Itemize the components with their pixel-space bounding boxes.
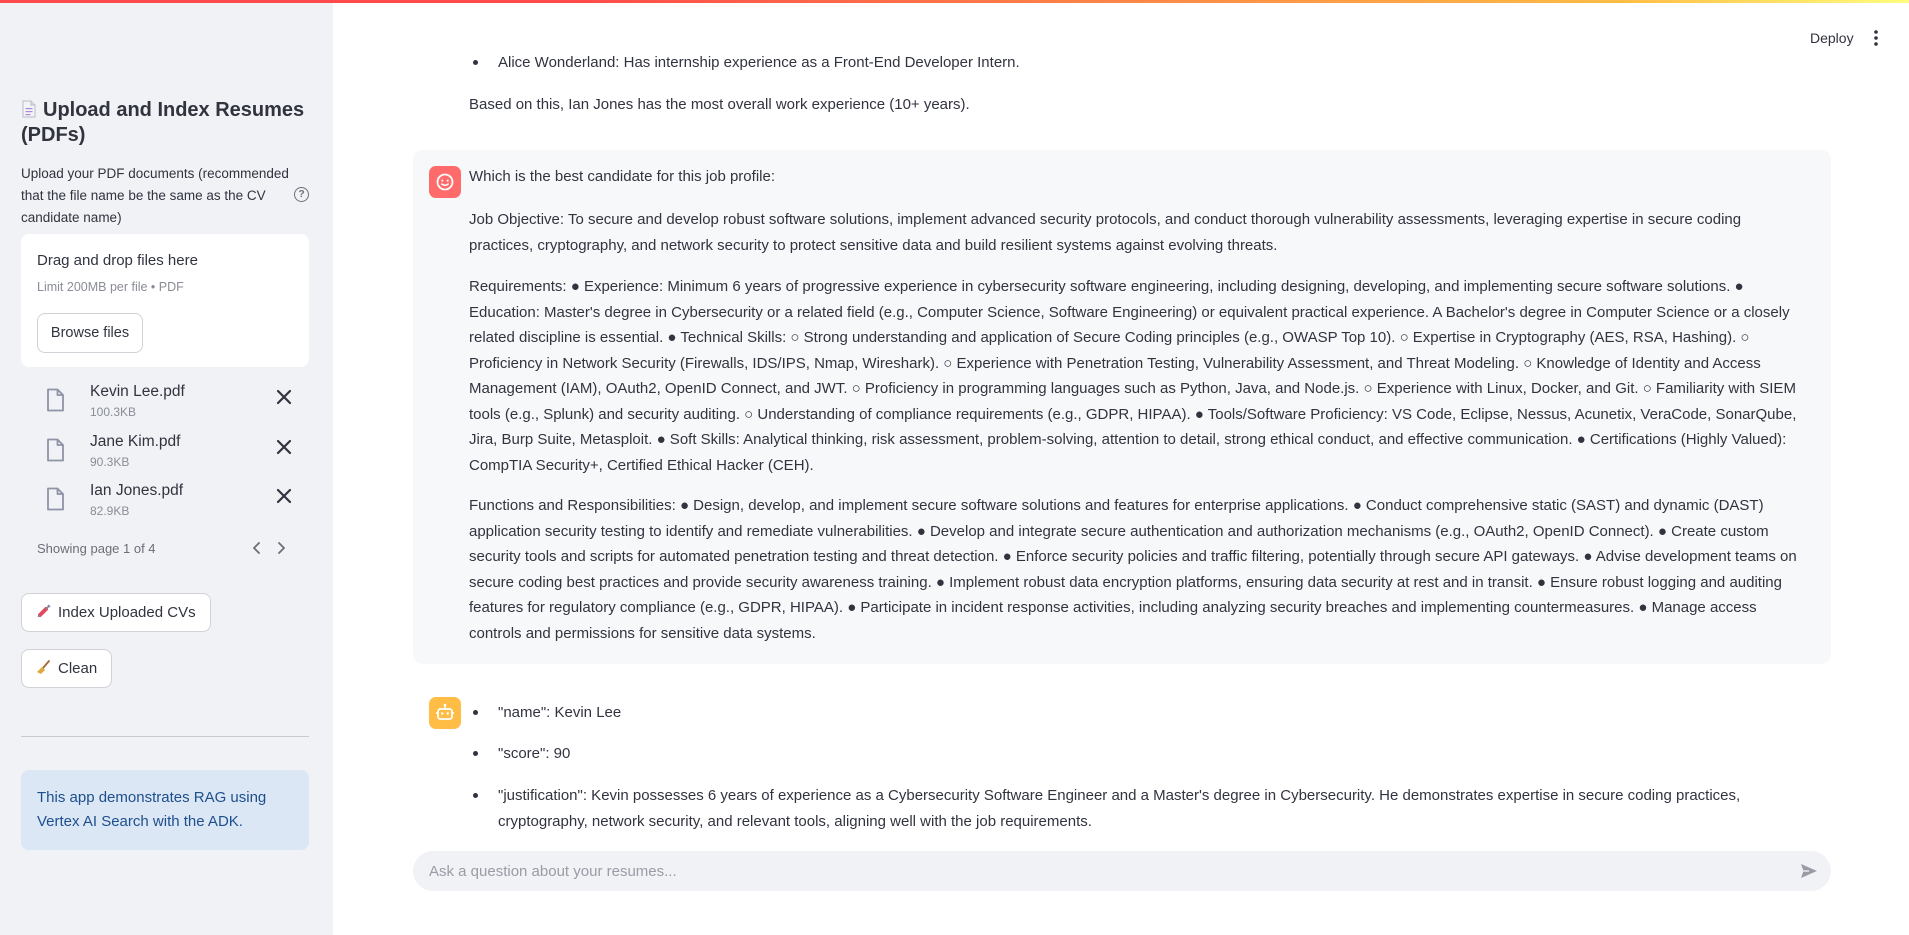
- assistant-item-name: "name": Kevin Lee: [498, 704, 622, 721]
- page-facing-up-icon: [21, 100, 37, 118]
- file-size: 100.3KB: [90, 405, 137, 419]
- assistant-item-justification: "justification": Kevin possesses 6 years of experience as a Cybersecurity Software Engineer and a Master's degree in Cybersecurity. He demonstrates expertise in secure coding practices, cryptography, network security, and relevant tools, aligning well with the job requirements.: [498, 787, 1741, 830]
- job-objective: Job Objective: To secure and develop robust software solutions, implement advanced security protocols, and conduct thorough vulnerability assessments, leveraging expertise in secure coding practices, cryptography, and network security to protect sensitive data and build resilient systems against evolving threats.: [469, 211, 1742, 254]
- syringe-icon: [36, 603, 52, 619]
- index-cvs-label: Index Uploaded CVs: [58, 604, 196, 621]
- user-message: [413, 150, 1831, 664]
- close-icon[interactable]: [275, 438, 293, 456]
- user-face-icon: [429, 166, 461, 198]
- broom-icon: [36, 659, 52, 675]
- close-icon[interactable]: [275, 487, 293, 505]
- browse-files-button[interactable]: Browse files: [37, 313, 143, 353]
- bullet: [473, 751, 478, 756]
- bullet: [473, 60, 478, 65]
- dropzone-limit: Limit 200MB per file • PDF: [37, 280, 184, 294]
- previous-answer-conclusion: Based on this, Ian Jones has the most overall work experience (10+ years).: [469, 96, 970, 113]
- bullet: [473, 793, 478, 798]
- sidebar: [0, 0, 333, 935]
- send-icon[interactable]: [1799, 861, 1819, 881]
- file-size: 90.3KB: [90, 455, 130, 469]
- previous-answer-bullet: Alice Wonderland: Has internship experience as a Front-End Developer Intern.: [498, 54, 1020, 70]
- clean-button[interactable]: [21, 649, 112, 688]
- question-circle-icon[interactable]: ?: [294, 187, 309, 202]
- top-decoration-bar: [0, 0, 1909, 3]
- file-icon: [45, 487, 65, 511]
- chat-input[interactable]: [413, 851, 1831, 891]
- user-question: Which is the best candidate for this job profile:: [469, 168, 775, 185]
- deploy-button[interactable]: Deploy: [1810, 30, 1854, 46]
- uploaded-file-item: [41, 479, 301, 523]
- file-name: Ian Jones.pdf: [90, 482, 184, 499]
- job-functions: Functions and Responsibilities: ● Design, develop, and implement secure software solutions and features for enterprise applications. ● Conduct comprehensive static (SAST) and dynamic (DAST) application security testing to identify and remediate vulnerabilities. ● Develop and integrate secure authentication and authorization mechanisms (e.g., OAuth2, OpenID Connect). ● Create custom security tools and scripts for automated penetration testing and threat detection. ● Enforce security policies and traffic filtering, potentially through secure API gateways. ● Advise development teams on secure coding best practices and provide security awareness training. ● Implement robust data encryption platforms, ensuring data security at rest and in transit. ● Ensure robust logging and auditing features for regulatory compliance (e.g., GDPR, HIPAA). ● Participate in incident response activities, including analyzing security breaches and implementing countermeasures. ● Manage access controls and permissions for sensitive data systems.: [469, 497, 1797, 642]
- sidebar-title-text: Upload and Index Resumes (PDFs): [21, 99, 305, 146]
- index-cvs-button[interactable]: [21, 593, 211, 632]
- close-icon[interactable]: [275, 388, 293, 406]
- chevron-left-icon[interactable]: [250, 540, 264, 556]
- kebab-menu-icon[interactable]: [1873, 29, 1879, 47]
- uploaded-file-item: [41, 430, 301, 474]
- file-name: Jane Kim.pdf: [90, 433, 181, 450]
- uploaded-file-item: [41, 380, 301, 424]
- assistant-item-score: "score": 90: [498, 745, 571, 762]
- upload-help-text: Upload your PDF documents (recommended that the file name be the same as the CV candidate name): [21, 166, 289, 225]
- file-name: Kevin Lee.pdf: [90, 383, 185, 400]
- robot-icon: [429, 697, 461, 729]
- chevron-right-icon[interactable]: [274, 540, 288, 556]
- sidebar-divider: [21, 736, 309, 737]
- info-alert: This app demonstrates RAG using Vertex AI Search with the ADK.: [21, 770, 309, 850]
- bullet: [473, 710, 478, 715]
- file-icon: [45, 438, 65, 462]
- sidebar-title: [21, 98, 321, 148]
- assistant-avatar: [429, 697, 461, 729]
- job-requirements: Requirements: ● Experience: Minimum 6 years of progressive experience in cybersecurity software engineering, including designing, developing, and implementing secure software solutions. ● Education: Master's degree in Cybersecurity or a related field (e.g., Computer Science, Software Engineering) or equivalent practical experience. A Bachelor's degree in Computer Science or a closely related discipline is essential. ● Technical Skills: ○ Strong understanding and application of Secure Coding principles (e.g., OWASP Top 10). ○ Expertise in Cryptography (AES, RSA, Hashing). ○ Proficiency in Network Security (Firewalls, IDS/IPS, Nmap, Wireshark). ○ Experience with Penetration Testing, Vulnerability Assessment, and Threat Modeling. ○ Knowledge of Identity and Access Management (IAM), OAuth2, OpenID Connect, and JWT. ○ Proficiency in programming languages such as Python, Java, and Node.js. ○ Experience with Linux, Docker, and Git. ○ Familiarity with SIEM tools (e.g., Splunk) and security auditing. ○ Understanding of compliance requirements (e.g., GDPR, HIPAA). ● Tools/Software Proficiency: VS Code, Eclipse, Nessus, Acunetix, VeraCode, SonarQube, Jira, Burp Suite, Metasploit. ● Soft Skills: Analytical thinking, risk assessment, problem-solving, attention to detail, strong ethical conduct, and effective communication. ● Certifications (Highly Valued): CompTIA Security+, Certified Ethical Hacker (CEH).: [469, 278, 1797, 474]
- file-icon: [45, 388, 65, 412]
- clean-label: Clean: [58, 660, 98, 677]
- file-dropzone[interactable]: [21, 234, 309, 367]
- pager-status: Showing page 1 of 4: [37, 541, 156, 556]
- file-size: 82.9KB: [90, 504, 130, 518]
- dropzone-title: Drag and drop files here: [37, 252, 198, 269]
- user-avatar: [429, 166, 461, 198]
